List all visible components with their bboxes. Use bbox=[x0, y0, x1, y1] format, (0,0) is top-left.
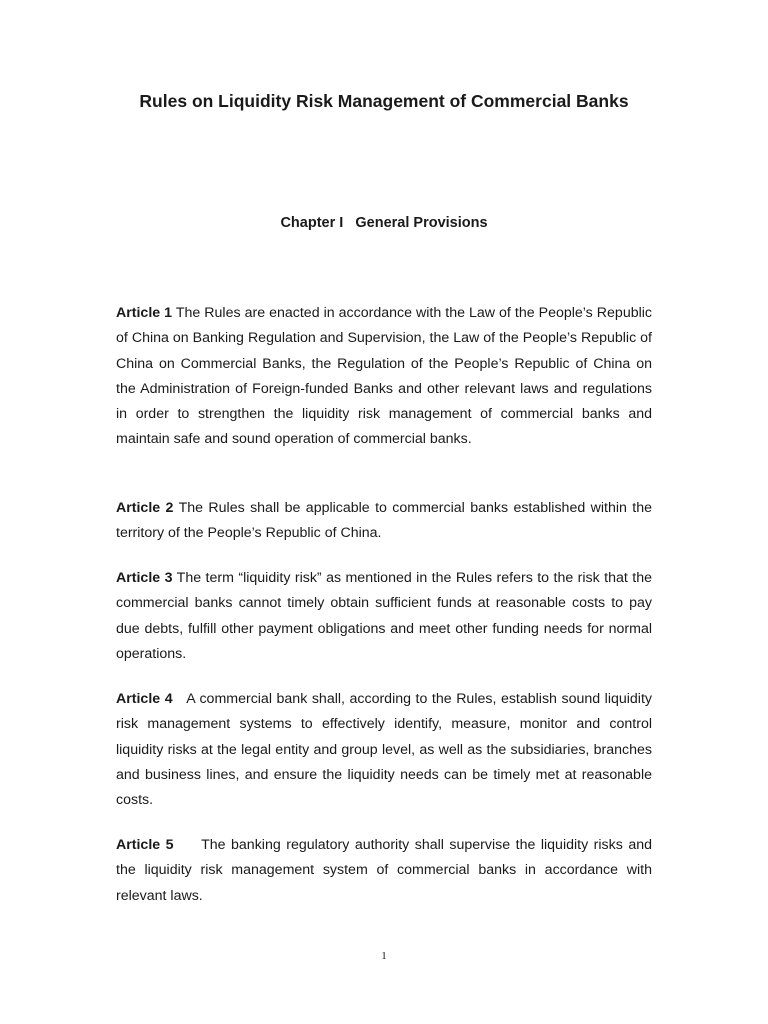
article-3 bbox=[116, 566, 652, 667]
article-2-label: Article 2 bbox=[116, 500, 174, 516]
article-4 bbox=[116, 687, 652, 813]
chapter-heading: Chapter I General Provisions bbox=[280, 215, 488, 231]
page-number: 1 bbox=[381, 950, 387, 962]
article-4-label: Article 4 bbox=[116, 691, 173, 707]
article-1-text: The Rules are enacted in accordance with the Law of the People’s Republic of China on Banking Regulation and Supervision, the Law of the People’s Republic of China on Commercial Banks, the Regulation of the People’s Republic of China on the Administration of Foreign-funded Banks and other relevant laws and regulations in order to strengthen the liquidity risk management of commercial banks and maintain safe and sound operation of commercial banks. bbox=[116, 305, 652, 448]
article-1-label: Article 1 bbox=[116, 305, 173, 321]
article-2 bbox=[116, 496, 652, 547]
article-5-text: The banking regulatory authority shall supervise the liquidity risks and the liquidity risk management system of commercial banks in accordance with relevant laws. bbox=[116, 837, 653, 904]
article-4-text: A commercial bank shall, according to the Rules, establish sound liquidity risk management systems to effectively identify, measure, monitor and control liquidity risks at the legal entity and group level, as well as the subsidiaries, branches and business lines, and ensure the liquidity needs can be timely met at reasonable costs. bbox=[116, 691, 652, 809]
article-1 bbox=[116, 301, 652, 453]
document-title: Rules on Liquidity Risk Management of Commercial Banks bbox=[139, 91, 629, 111]
article-2-text: The Rules shall be applicable to commercial banks established within the territory of the People’s Republic of China. bbox=[116, 500, 652, 542]
article-5-label: Article 5 bbox=[116, 837, 174, 853]
article-5 bbox=[116, 833, 652, 909]
article-3-label: Article 3 bbox=[116, 570, 173, 586]
article-3-text: The term “liquidity risk” as mentioned in the Rules refers to the risk that the commercial banks cannot timely obtain sufficient funds at reasonable costs to pay due debts, fulfill other payment obligations and meet other funding needs for normal operations. bbox=[116, 570, 652, 662]
